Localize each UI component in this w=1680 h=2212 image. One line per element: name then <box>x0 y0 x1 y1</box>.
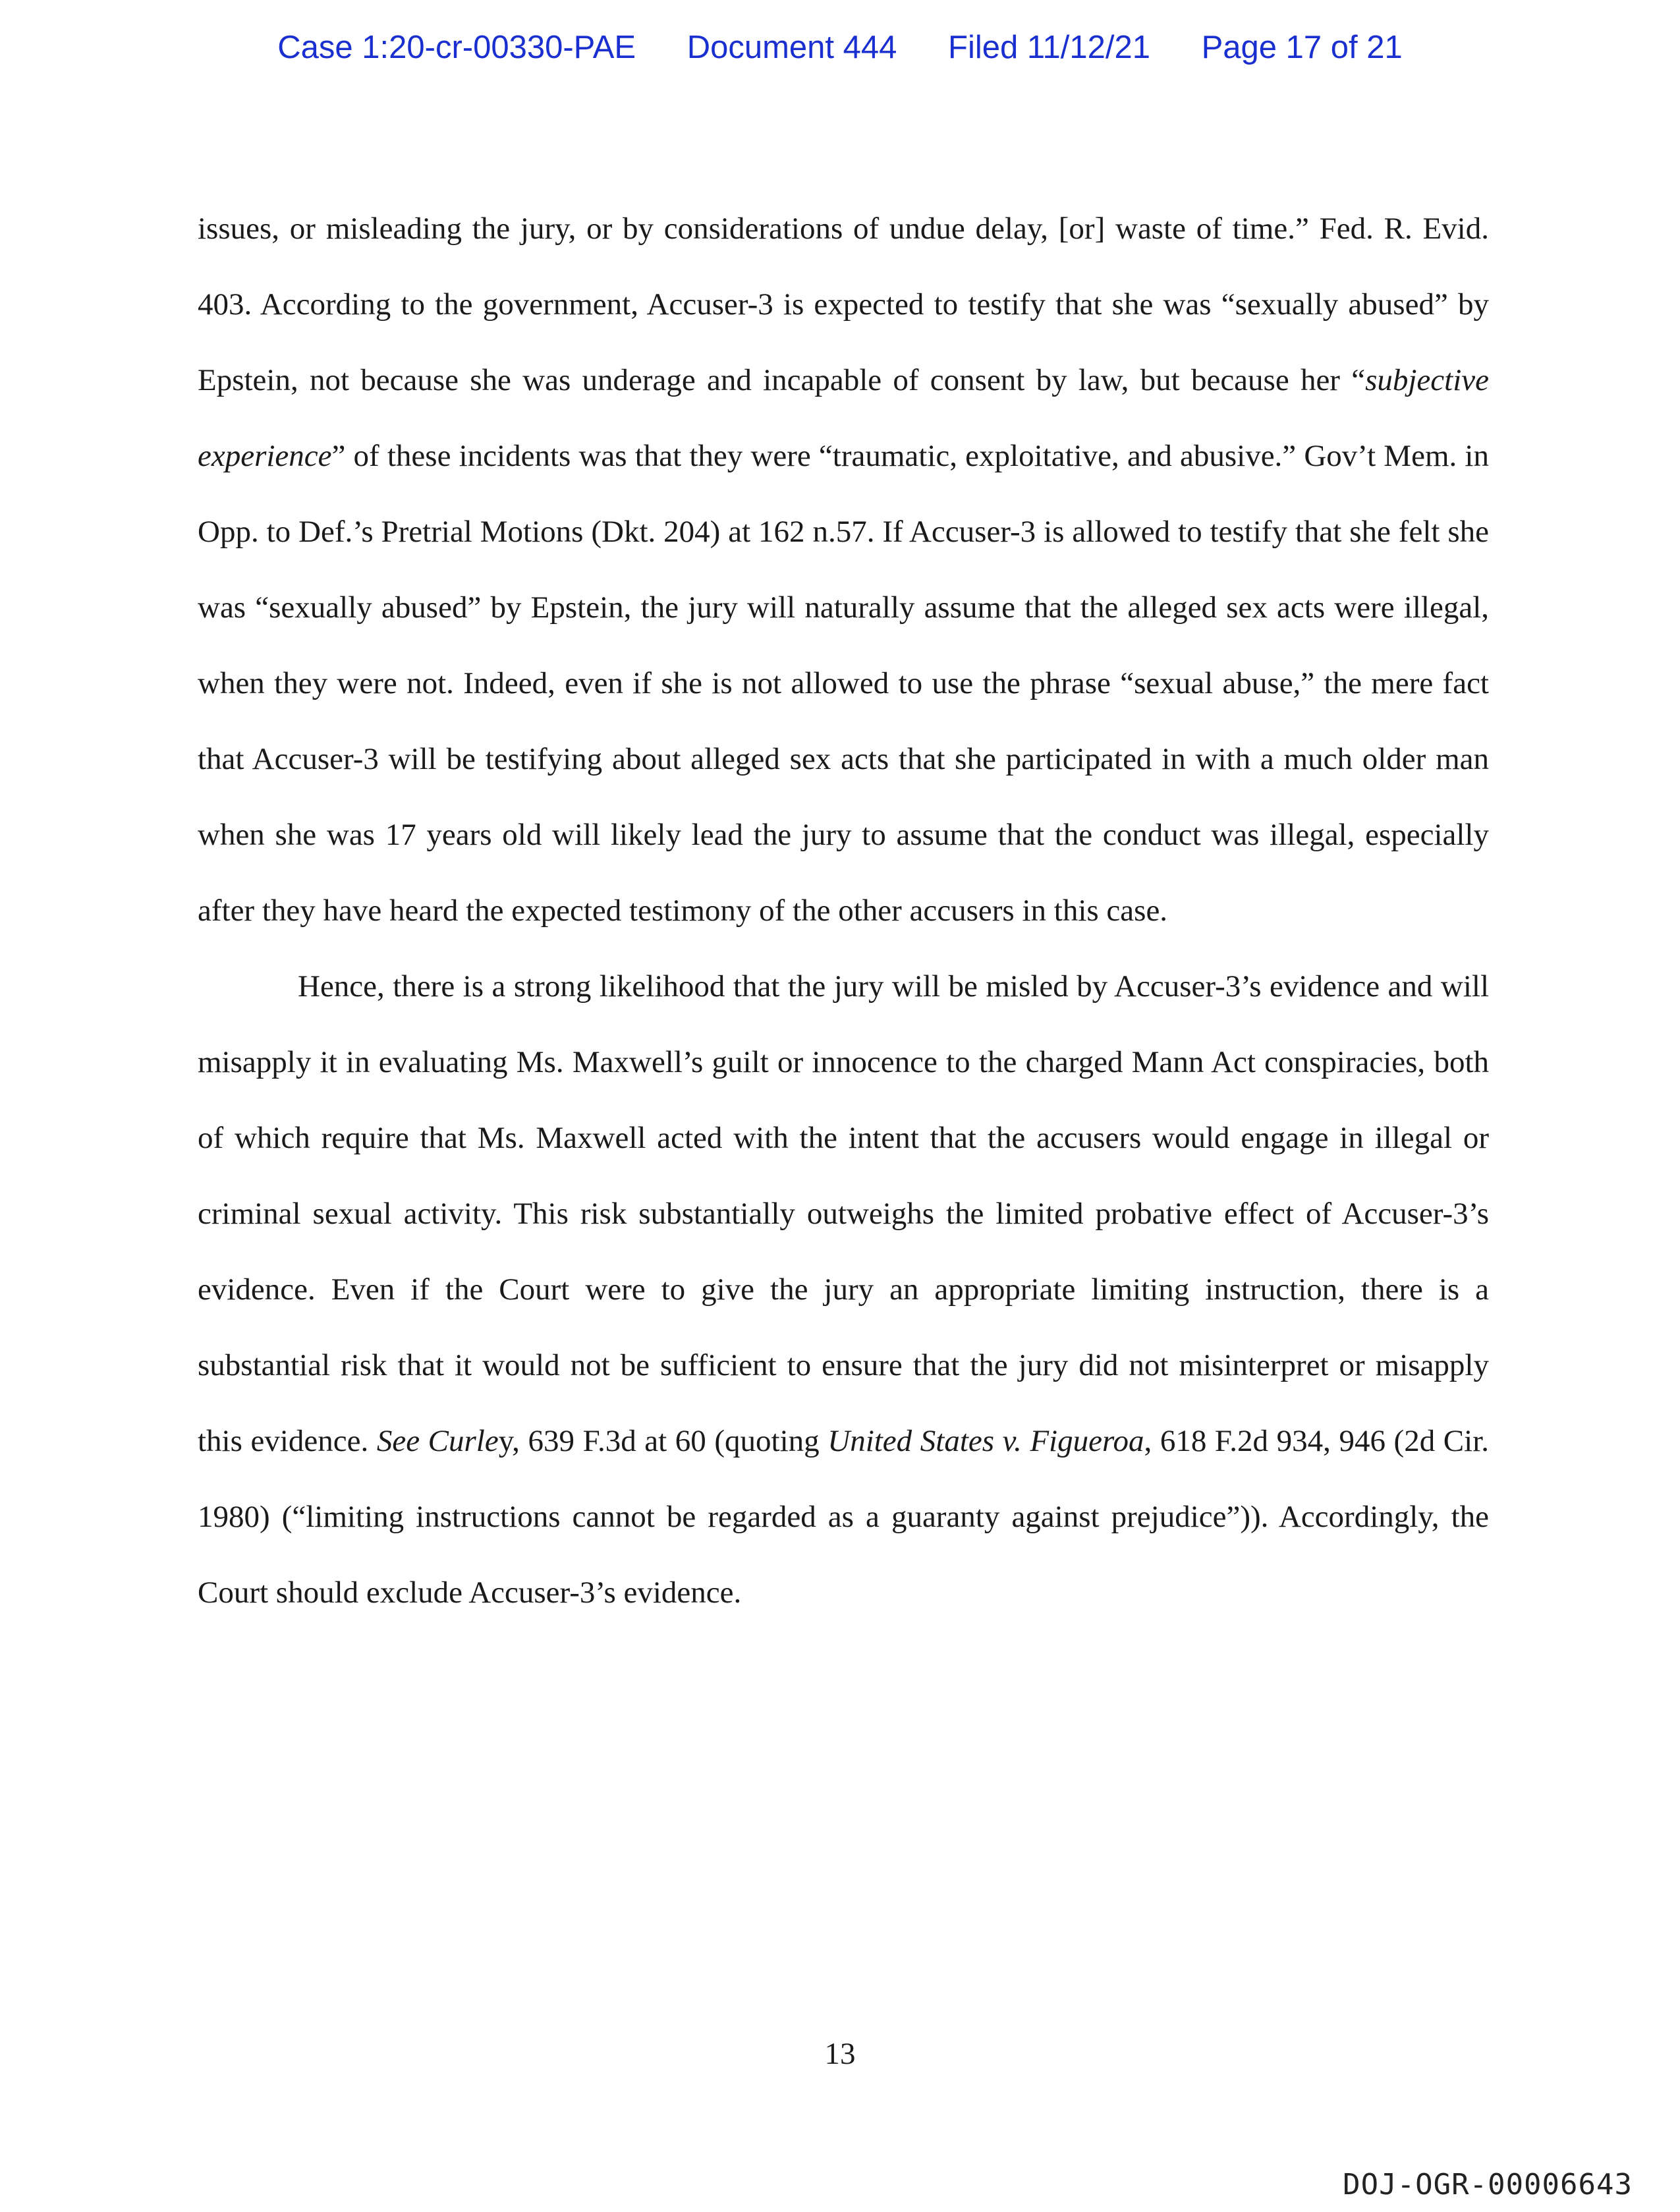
case-number: Case 1:20-cr-00330-PAE <box>277 30 636 65</box>
page-count: Page 17 of 21 <box>1201 30 1403 65</box>
filed-date: Filed 11/12/21 <box>948 30 1150 65</box>
document-number: Document 444 <box>686 30 897 65</box>
text-run: issues, or misleading the jury, or by considerations of undue delay, [or] waste of time.” Fed. R. Evid. 403. According to the government, Accuser-3 is expected to testify that she was “sexually abused” by Epstein, not because she was underage and incapable of consent by law, but because her “ <box>198 212 1489 397</box>
paragraph <box>198 191 1489 949</box>
text-run: y, 639 F.3d at 60 (quoting <box>498 1424 828 1458</box>
paragraph <box>198 949 1489 1631</box>
text-run: ” of these incidents was that they were “traumatic, exploitative, and abusive.” Gov’t Mem. in Opp. to Def.’s Pretrial Motions (Dkt. 204) at 162 n.57. If Accuser-3 is allowed to testify that she felt she was “sexually abused” by Epstein, the jury will naturally assume that the alleged sex acts were illegal, when they were not. Indeed, even if she is not allowed to use the phrase “sexual abuse,” the mere fact that Accuser-3 will be testifying about alleged sex acts that she participated in with a much older man when she was 17 years old will likely lead the jury to assume that the conduct was illegal, especially after they have heard the expected testimony of the other accusers in this case. <box>198 439 1489 928</box>
italic-text-run: subjective experience <box>198 363 1489 473</box>
case-citation: See Curle <box>376 1424 499 1458</box>
bates-stamp: DOJ-OGR-00006643 <box>1343 2168 1633 2201</box>
page-number: 13 <box>824 2037 856 2071</box>
text-run: , 618 F.2d 934, 946 (2d Cir. 1980) (“limiting instructions cannot be regarded as a guaranty against prejudice”)). Accordingly, the Court should exclude Accuser-3’s evidence. <box>198 1424 1490 1610</box>
document-body <box>198 191 1489 1631</box>
case-citation: United States v. Figueroa <box>827 1424 1144 1458</box>
court-filing-header <box>0 29 1680 66</box>
text-run: Hence, there is a strong likelihood that the jury will be misled by Accuser-3’s evidence and will misapply it in evaluating Ms. Maxwell’s guilt or innocence to the charged Mann Act conspiracies, both of which require that Ms. Maxwell acted with the intent that the accusers would engage in illegal or criminal sexual activity. This risk substantially outweighs the limited probative effect of Accuser-3’s evidence. Even if the Court were to give the jury an appropriate limiting instruction, there is a substantial risk that it would not be sufficient to ensure that the jury did not misinterpret or misapply this evidence. <box>198 969 1489 1458</box>
